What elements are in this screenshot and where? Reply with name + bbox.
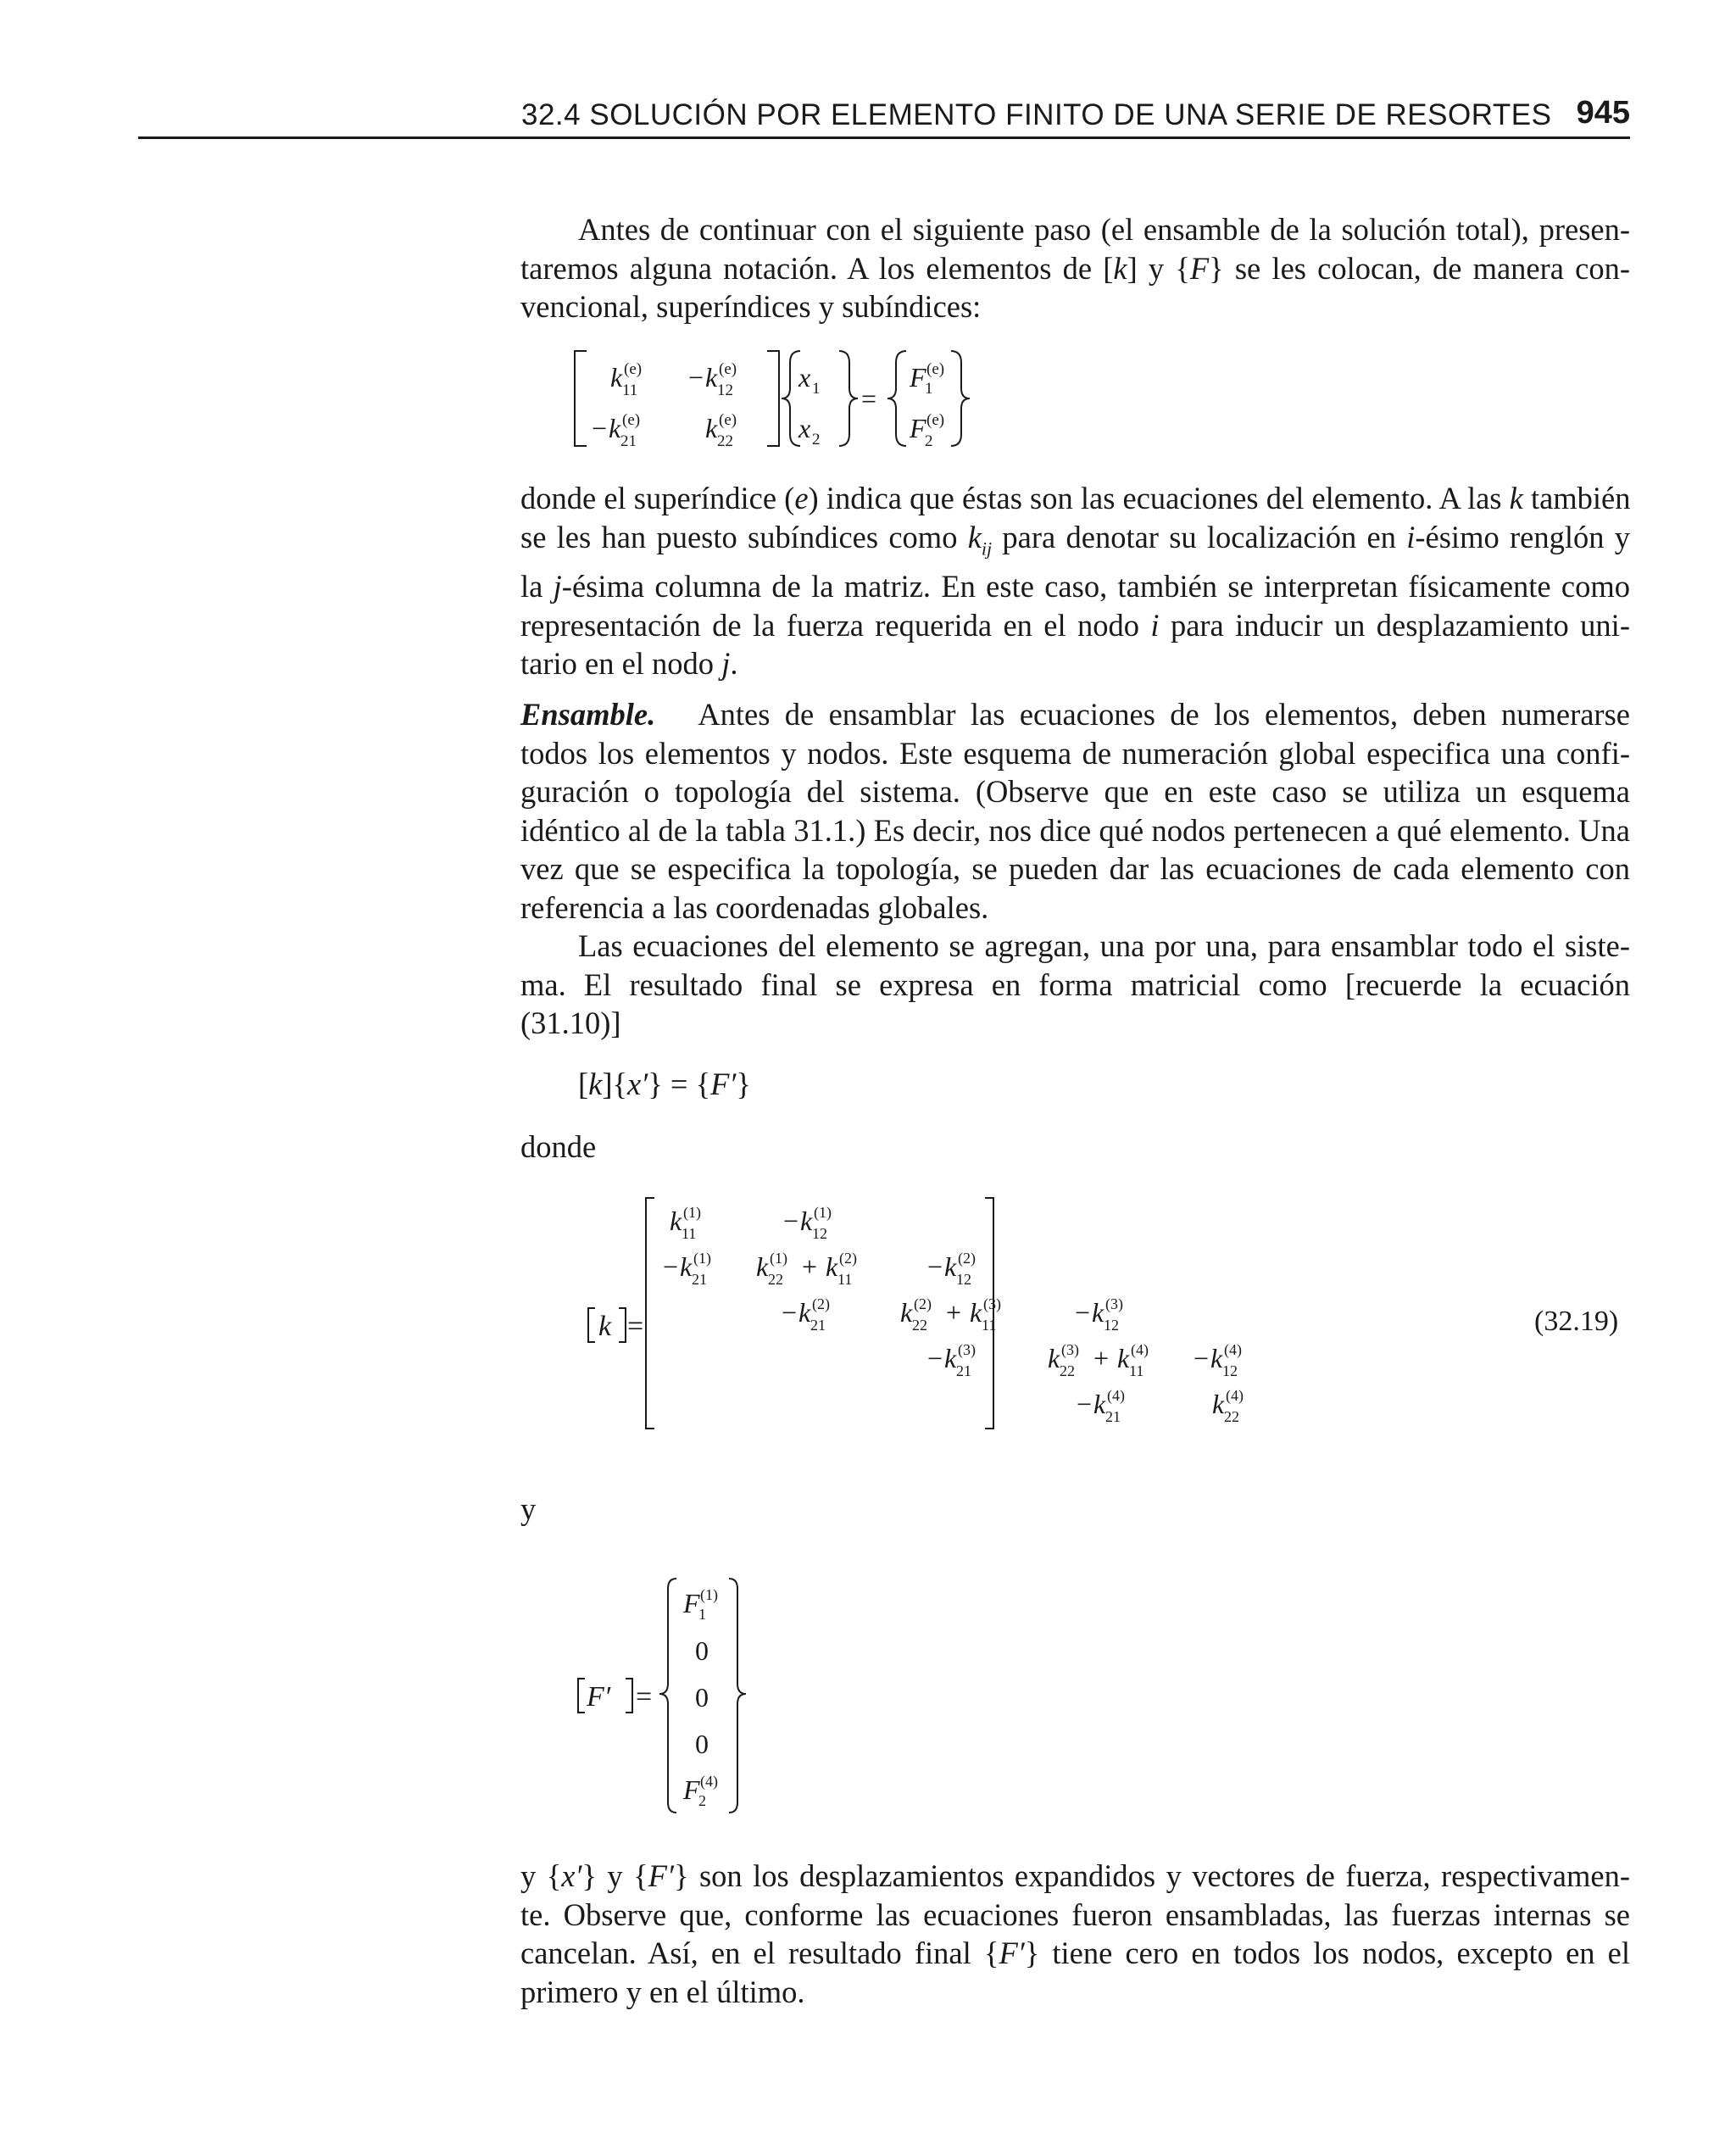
svg-text:=: =: [627, 1311, 644, 1342]
text-line: ma. El resultado final se expresa en forma matricial como [recuerde la ecuación: [520, 966, 1630, 1002]
svg-text:k: k: [798, 1297, 811, 1328]
svg-text:F: F: [910, 362, 926, 393]
text-line: Las ecuaciones del elemento se agregan, una por una, para ensamblar todo el siste-: [578, 928, 1630, 963]
svg-text:=: =: [861, 383, 877, 414]
element-equation: [568, 343, 975, 453]
svg-text:(3): (3): [1105, 1295, 1123, 1312]
svg-text:22: 22: [1224, 1408, 1239, 1425]
svg-text:12: 12: [717, 382, 733, 399]
svg-text:−: −: [927, 1251, 943, 1282]
svg-text:−: −: [1194, 1343, 1210, 1373]
right-bracket: [767, 351, 779, 446]
svg-text:11: 11: [622, 382, 638, 399]
text-line: representación de la fuerza requerida en el nodo i para inducir un desplazamiento uni-: [520, 607, 1630, 643]
svg-text:(2): (2): [839, 1250, 857, 1267]
svg-text:−: −: [783, 1206, 799, 1236]
svg-text:21: 21: [1105, 1408, 1121, 1425]
svg-text:(e): (e): [622, 411, 641, 429]
svg-text:(e): (e): [624, 360, 643, 378]
section-title: 32.4 SOLUCIÓN POR ELEMENTO FINITO DE UNA SERIE DE RESORTES: [521, 98, 1552, 131]
svg-text:21: 21: [810, 1317, 826, 1334]
svg-text:11: 11: [1129, 1362, 1144, 1379]
svg-text:(3): (3): [1061, 1341, 1079, 1358]
svg-text:−: −: [927, 1343, 943, 1373]
svg-text:(e): (e): [719, 411, 737, 429]
svg-text:−: −: [592, 413, 608, 443]
svg-text:k: k: [944, 1343, 957, 1373]
right-brace: [839, 351, 858, 446]
text-line: y {x′} y {F′} son los desplazamientos expandidos y vectores de fuerza, respectivamen-: [520, 1858, 1630, 1893]
svg-text:k: k: [598, 1311, 612, 1342]
text-line: todos los elementos y nodos. Este esquema de numeración global especifica una confi-: [520, 735, 1630, 771]
svg-text:11: 11: [837, 1271, 853, 1288]
text-line: (31.10)]: [520, 1005, 621, 1040]
text-line: la j-ésima columna de la matriz. En este caso, también se interpretan físicamente como: [520, 569, 1630, 604]
text-line: Antes de continuar con el siguiente paso (el ensamble de la solución total), presen-: [578, 212, 1630, 247]
svg-text:22: 22: [717, 432, 733, 450]
svg-text:−: −: [663, 1251, 679, 1282]
svg-text:k: k: [670, 1206, 682, 1236]
left-brace: [887, 351, 906, 446]
svg-text:=: =: [636, 1681, 653, 1713]
lhs-left-bracket: [588, 1308, 595, 1342]
text-line: donde el superíndice (e) indica que éstas son las ecuaciones del elemento. A las k también: [520, 481, 1631, 515]
svg-text:k: k: [826, 1251, 838, 1282]
svg-text:F′: F′: [587, 1681, 611, 1713]
svg-text:22: 22: [1060, 1362, 1075, 1379]
svg-text:21: 21: [692, 1271, 707, 1288]
svg-text:k: k: [944, 1251, 957, 1282]
svg-text:k: k: [1048, 1343, 1060, 1373]
svg-text:(1): (1): [700, 1586, 718, 1603]
svg-text:(4): (4): [1226, 1387, 1244, 1404]
text-line: se les han puesto subíndices como $k_{ij}$ para denotar su localización en i-ésimo renglón y: [520, 519, 1630, 559]
svg-text:12: 12: [956, 1271, 971, 1288]
svg-text:k: k: [609, 413, 621, 443]
running-header: [138, 95, 1630, 137]
lhs-right-bracket: [619, 1308, 626, 1342]
word-donde: donde: [520, 1129, 597, 1164]
svg-text:−: −: [782, 1297, 798, 1328]
svg-text:k: k: [970, 1297, 982, 1328]
svg-text:+: +: [802, 1251, 818, 1282]
svg-text:11: 11: [982, 1317, 997, 1334]
text-line: guración o topología del sistema. (Observe que en este caso se utiliza un esquema: [520, 774, 1630, 809]
svg-text:F: F: [683, 1774, 700, 1805]
paragraph-definition: [520, 479, 1630, 683]
svg-text:F: F: [683, 1588, 700, 1618]
left-bracket: [575, 351, 587, 446]
text-line: referencia a las coordenadas globales.: [520, 889, 989, 925]
equation-number: (32.19): [1534, 1306, 1619, 1337]
svg-text:12: 12: [1222, 1362, 1238, 1379]
matrix-left-bracket: [646, 1198, 654, 1429]
text-line: cancelan. Así, en el resultado final {F′} tiene cero en todos los nodos, excepto en el: [520, 1936, 1631, 1970]
word-y: y: [520, 1491, 537, 1526]
svg-text:(e): (e): [719, 360, 737, 378]
svg-text:k: k: [1212, 1389, 1225, 1419]
lhs-left-bracket: [578, 1679, 585, 1713]
svg-text:(e): (e): [926, 411, 945, 429]
svg-text:(1): (1): [770, 1250, 787, 1267]
svg-text:k: k: [705, 413, 718, 443]
svg-text:2: 2: [698, 1792, 706, 1809]
svg-text:12: 12: [1104, 1317, 1119, 1334]
right-brace: [951, 351, 970, 446]
svg-text:+: +: [946, 1297, 962, 1328]
svg-text:2: 2: [925, 432, 933, 450]
svg-text:k: k: [800, 1206, 813, 1236]
text-line: tario en el nodo j.: [520, 646, 738, 682]
svg-text:k: k: [610, 362, 623, 393]
paragraph-notation: [520, 210, 1630, 326]
svg-text:(1): (1): [683, 1204, 701, 1221]
svg-text:(3): (3): [983, 1295, 1001, 1312]
svg-text:21: 21: [620, 432, 637, 450]
stiffness-matrix-equation: [568, 1191, 1636, 1445]
svg-text:+: +: [1093, 1343, 1110, 1373]
svg-text:k: k: [1092, 1297, 1104, 1328]
text-line: taremos alguna notación. A los elementos de [k] y {F} se les colocan, de manera con-: [520, 250, 1630, 286]
svg-text:(4): (4): [1224, 1341, 1242, 1358]
svg-text:11: 11: [682, 1225, 697, 1242]
text-line: te. Observe que, conforme las ecuaciones fueron ensambladas, las fuerzas internas se: [520, 1897, 1630, 1932]
svg-text:1: 1: [925, 380, 933, 398]
svg-text:21: 21: [956, 1362, 971, 1379]
svg-text:0: 0: [695, 1729, 709, 1759]
svg-text:(3): (3): [958, 1341, 976, 1358]
svg-text:k: k: [1117, 1343, 1130, 1373]
svg-text:(2): (2): [914, 1295, 932, 1312]
paragraph-ensamble: [520, 695, 1630, 927]
svg-text:12: 12: [812, 1225, 827, 1242]
svg-text:1: 1: [812, 380, 821, 398]
svg-text:22: 22: [768, 1271, 783, 1288]
text-line: vez que se especifica la topología, se pueden dar las ecuaciones de cada elemento con: [520, 851, 1630, 886]
paragraph-conclusion: [520, 1857, 1630, 2011]
svg-text:x: x: [798, 413, 811, 443]
svg-text:(e): (e): [926, 360, 945, 378]
paragraph-assembly: [520, 927, 1630, 1043]
svg-text:k: k: [756, 1251, 769, 1282]
svg-text:(2): (2): [958, 1250, 976, 1267]
page-number: 945: [1576, 95, 1630, 131]
svg-text:F: F: [910, 413, 926, 443]
svg-text:−: −: [1077, 1389, 1093, 1419]
svg-text:0: 0: [695, 1635, 709, 1666]
svg-text:(4): (4): [1131, 1341, 1149, 1358]
svg-text:(4): (4): [1107, 1387, 1125, 1404]
svg-text:k: k: [1210, 1343, 1223, 1373]
left-brace: [782, 351, 800, 446]
header-rule: [138, 136, 1630, 139]
right-brace: [729, 1579, 746, 1813]
svg-text:(2): (2): [812, 1295, 830, 1312]
svg-text:k: k: [680, 1251, 693, 1282]
svg-text:22: 22: [912, 1317, 927, 1334]
svg-text:k: k: [1093, 1389, 1106, 1419]
left-brace: [659, 1579, 676, 1813]
text-line: Ensamble. Antes de ensamblar las ecuaciones de los elementos, deben numerarse: [520, 697, 1630, 732]
svg-text:−: −: [1075, 1297, 1091, 1328]
svg-text:0: 0: [695, 1682, 709, 1713]
svg-text:2: 2: [812, 431, 821, 448]
run-in-heading: Ensamble.: [520, 697, 656, 732]
text-line: primero y en el último.: [520, 1974, 805, 2009]
text-line: vencional, superíndices y subíndices:: [520, 289, 982, 324]
svg-text:−: −: [688, 362, 704, 393]
svg-text:x: x: [798, 362, 811, 393]
svg-text:(4): (4): [700, 1773, 718, 1790]
svg-text:k: k: [900, 1297, 913, 1328]
svg-text:(1): (1): [693, 1250, 711, 1267]
global-equation: [k]{x′} = {F′}: [578, 1067, 751, 1101]
svg-text:1: 1: [698, 1606, 706, 1623]
svg-text:(1): (1): [814, 1204, 832, 1221]
svg-text:k: k: [705, 362, 718, 393]
matrix-right-bracket: [985, 1198, 993, 1429]
text-line: idéntico al de la tabla 31.1.) Es decir, nos dice qué nodos pertenecen a qué elemento. Una: [520, 812, 1630, 848]
lhs-right-bracket: [626, 1679, 632, 1713]
force-vector-equation: [568, 1575, 771, 1821]
